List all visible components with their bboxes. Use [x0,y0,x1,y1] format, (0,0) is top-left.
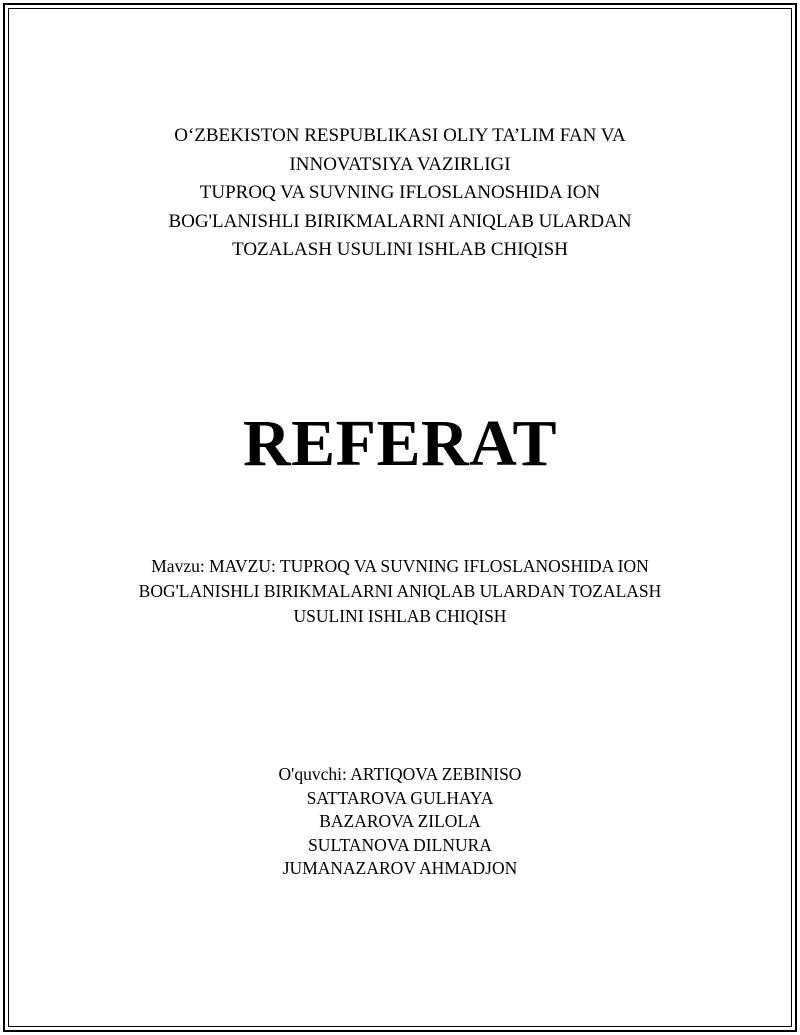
header-line: INNOVATSIYA VAZIRLIGI [289,153,511,175]
author-line: JUMANAZAROV AHMADJON [282,858,518,878]
author-line: O'quvchi: ARTIQOVA ZEBINISO [278,764,522,784]
header-line: O‘ZBEKISTON RESPUBLIKASI OLIY TA’LIM FAN VA [174,125,626,146]
document-title: REFERAT [243,407,557,480]
topic-section [0,554,800,629]
author-line: BAZAROVA ZILOLA [319,811,481,831]
topic-line: BOG'LANISHLI BIRIKMALARNI ANIQLAB ULARDAN TOZALASH [138,581,662,601]
topic-line: Mavzu: MAVZU: TUPROQ VA SUVNING IFLOSLANOSHIDA ION [151,556,649,576]
authors-section [0,763,800,881]
header-line: TOZALASH USULINI ISHLAB CHIQISH [232,239,568,260]
header-line: TUPROQ VA SUVNING IFLOSLANOSHIDA ION [199,182,601,203]
author-line: SATTAROVA GULHAYA [306,787,494,808]
header-line: BOG'LANISHLI BIRIKMALARNI ANIQLAB ULARDAN [168,210,632,232]
ministry-header [0,122,800,265]
author-line: SULTANOVA DILNURA [308,834,492,855]
topic-line: USULINI ISHLAB CHIQISH [293,606,507,626]
